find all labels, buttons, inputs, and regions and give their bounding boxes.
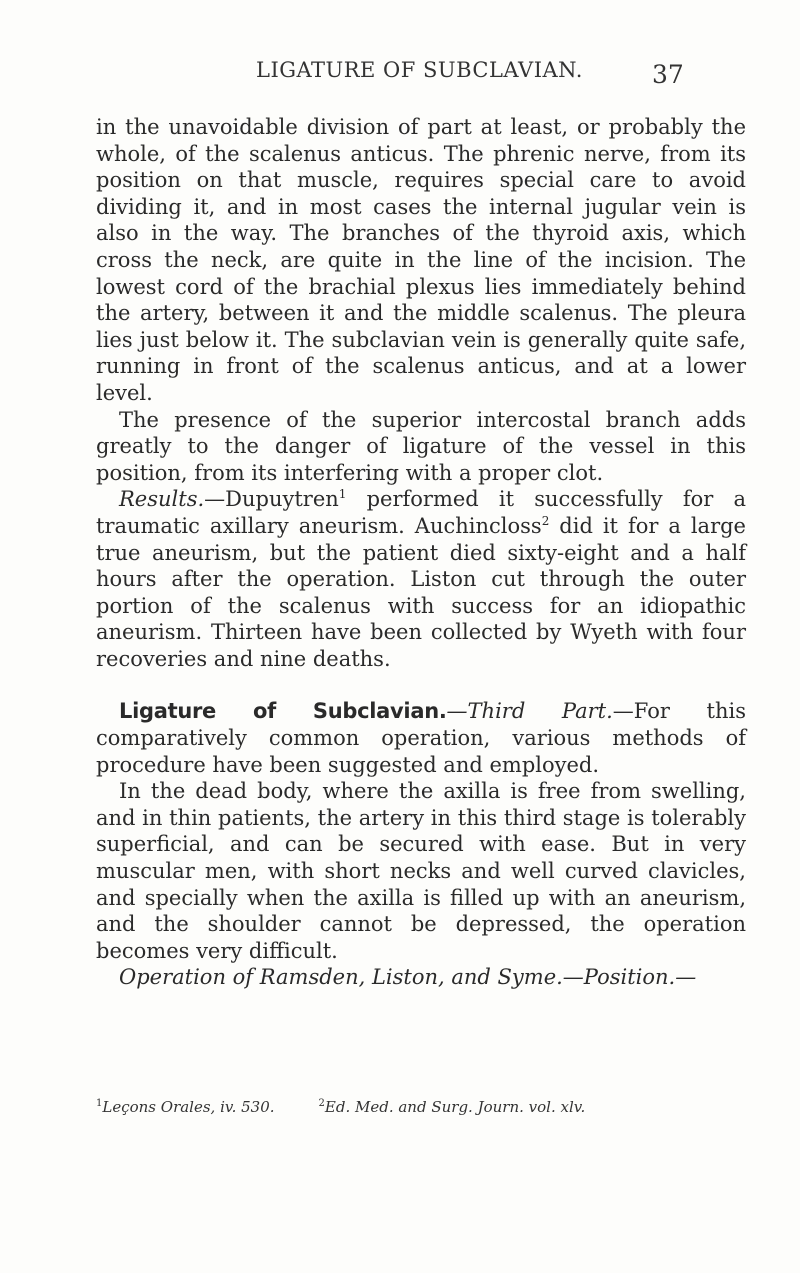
paragraph-operation-heading: Operation of Ramsden, Liston, and Syme.—Position.— bbox=[119, 965, 697, 990]
paragraph-results bbox=[96, 486, 746, 672]
running-head: LIGATURE OF SUBCLAVIAN. bbox=[256, 58, 583, 82]
paragraph-anatomy: in the unavoidable division of part at least, or probably the whole, of the scalenus anticus. The phrenic nerve, from its position on that muscle, requires special care to avoid dividing it, and in most cases the internal jugular vein is also in the way. The branches of the thyroid axis, which cross the neck, are quite in the line of the incision. The lowest cord of the brachial plexus lies immediately behind the artery, between it and the middle scalenus. The pleura lies just below it. The subclavian vein is generally quite safe, running in front of the scalenus anticus, and at a lower level. bbox=[96, 115, 746, 405]
footnotes bbox=[96, 1098, 746, 1116]
results-heading: Results. bbox=[119, 487, 205, 512]
results-text-c: did it for a large true aneurism, but the patient died sixty-eight and a half hours after the operation. Liston cut through the outer portion of the scalenus with success for an idiopathic aneurism. Thirteen have been collected by Wyeth with four recoveries and nine deaths. bbox=[96, 513, 746, 671]
results-text-b: performed it successfully for a traumatic axillary aneurism. Auchincloss bbox=[96, 487, 746, 538]
paragraph-dead-body: In the dead body, where the axilla is free from swelling, and in thin patients, the artery in this third stage is tolerably superficial, and can be secured with ease. But in very muscular men, with short necks and well curved clavicles, and specially when the axilla is filled up with an aneurism, and the shoulder cannot be depressed, the operation becomes very difficult. bbox=[96, 779, 746, 963]
section-intro-text: —For this comparatively common operation, various methods of procedure have been suggested and employed. bbox=[96, 699, 746, 777]
footnote-ref-2: 2 bbox=[541, 513, 550, 528]
footnote-2-mark: 2 bbox=[318, 1098, 325, 1109]
page-number: 37 bbox=[652, 60, 684, 89]
footnote-1: Leçons Orales, iv. 530. bbox=[102, 1098, 275, 1116]
paragraph-third-part bbox=[96, 698, 746, 778]
footnote-2: Ed. Med. and Surg. Journ. vol. xlv. bbox=[324, 1098, 586, 1116]
section-subheading: —Third Part. bbox=[446, 699, 613, 724]
footnote-ref-1: 1 bbox=[338, 487, 347, 502]
section-heading: Ligature of Subclavian. bbox=[119, 699, 447, 724]
footnote-1-mark: 1 bbox=[96, 1098, 103, 1109]
body-text bbox=[96, 114, 746, 991]
paragraph-intercostal: The presence of the superior intercostal branch adds greatly to the danger of ligature of the vessel in this position, from its interfering with a proper clot. bbox=[96, 407, 746, 485]
results-text-a: —Dupuytren bbox=[204, 487, 339, 512]
